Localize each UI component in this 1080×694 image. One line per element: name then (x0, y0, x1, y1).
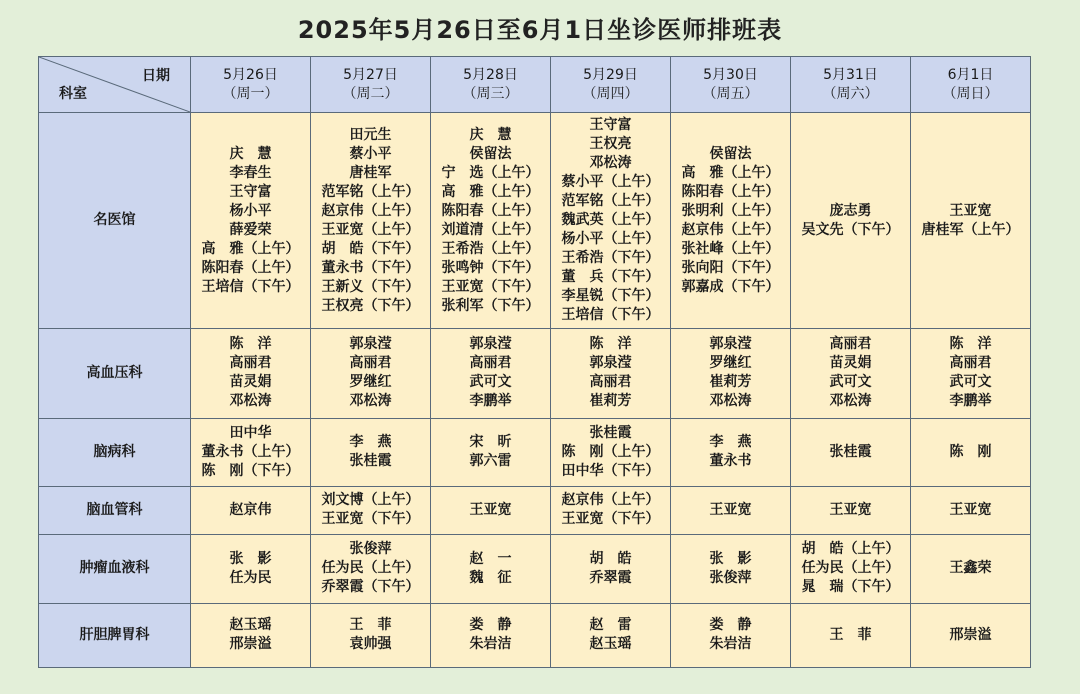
schedule-cell (791, 534, 911, 603)
doctor-name: 高丽君 (949, 355, 992, 372)
schedule-cell (551, 113, 671, 329)
day-date: 5月31日 (823, 66, 878, 83)
schedule-cell (431, 329, 551, 418)
day-header (431, 57, 551, 113)
day-weekday: （周四） (582, 85, 639, 102)
doctor-name: 唐桂军（上午） (921, 221, 1020, 238)
doctor-name: 董 兵（下午） (561, 269, 660, 286)
schedule-cell (311, 329, 431, 418)
doctor-name: 高 雅（上午） (441, 183, 540, 200)
schedule-cell (911, 603, 1031, 667)
doctor-name: 王权亮（下午） (321, 297, 420, 314)
day-weekday: （周二） (342, 85, 399, 102)
doctor-name: 张桂霞 (349, 453, 392, 470)
doctor-name: 朱岩洁 (469, 636, 512, 653)
schedule-cell (431, 534, 551, 603)
doctor-name: 任为民 (229, 569, 272, 586)
schedule-cell (311, 486, 431, 534)
doctor-name: 侯留法 (709, 145, 752, 162)
doctor-name: 乔翠霞（下午） (321, 579, 420, 596)
department-row (39, 603, 1031, 667)
doctor-name: 陈 刚（下午） (201, 462, 300, 479)
schedule-cell (791, 113, 911, 329)
department-row (39, 113, 1031, 329)
doctor-name: 陈阳春（上午） (441, 202, 540, 219)
day-header (911, 57, 1031, 113)
doctor-name: 高丽君 (229, 355, 272, 372)
doctor-name: 蔡小平 (349, 145, 392, 162)
doctor-name: 高丽君 (829, 336, 872, 353)
doctor-name: 李春生 (229, 164, 272, 181)
doctor-name: 邓松涛 (349, 393, 392, 410)
doctor-name: 赵 雷 (589, 617, 632, 634)
doctor-name: 王 菲 (349, 617, 392, 634)
doctor-name: 陈 洋 (589, 336, 632, 353)
doctor-name: 郭泉滢 (589, 355, 632, 372)
schedule-cell (551, 329, 671, 418)
doctor-name: 王 菲 (829, 626, 872, 643)
doctor-name: 李星锐（下午） (561, 288, 660, 305)
doctor-name: 朱岩洁 (709, 636, 752, 653)
doctor-name: 娄 静 (709, 617, 752, 634)
doctor-name: 赵玉瑶 (229, 617, 272, 634)
doctor-name: 王亚宽（下午） (441, 278, 540, 295)
doctor-name: 田元生 (349, 126, 392, 143)
schedule-cell (551, 418, 671, 486)
schedule-cell (791, 418, 911, 486)
doctor-name: 陈阳春（上午） (681, 183, 780, 200)
schedule-cell (551, 486, 671, 534)
schedule-cell (671, 603, 791, 667)
schedule-cell (671, 534, 791, 603)
day-header (551, 57, 671, 113)
schedule-cell (791, 486, 911, 534)
doctor-name: 李鹏举 (469, 393, 512, 410)
doctor-name: 胡 皓 (589, 550, 632, 567)
doctor-name: 薛爱荣 (229, 221, 272, 238)
doctor-name: 高 雅（上午） (201, 240, 300, 257)
department-name: 脑血管科 (39, 486, 191, 534)
schedule-cell (551, 603, 671, 667)
doctor-name: 魏 征 (469, 569, 512, 586)
doctor-name: 赵京伟（上午） (321, 202, 420, 219)
doctor-name: 王亚宽 (829, 501, 872, 518)
doctor-name: 张俊萍 (349, 541, 392, 558)
doctor-name: 胡 皓（上午） (801, 541, 900, 558)
day-weekday: （周一） (222, 85, 279, 102)
schedule-cell (311, 534, 431, 603)
doctor-name: 杨小平 (229, 202, 272, 219)
corner-header (39, 57, 191, 113)
department-name: 脑病科 (39, 418, 191, 486)
schedule-cell (431, 603, 551, 667)
doctor-name: 王培信（下午） (561, 307, 660, 324)
department-row (39, 534, 1031, 603)
doctor-name: 王希浩（下午） (561, 250, 660, 267)
doctor-name: 乔翠霞 (589, 569, 632, 586)
schedule-cell (551, 534, 671, 603)
doctor-name: 王守富 (589, 117, 632, 134)
doctor-name: 张桂霞 (829, 443, 872, 460)
doctor-name: 陈 刚 (949, 443, 992, 460)
doctor-name: 刘道清（上午） (441, 221, 540, 238)
schedule-cell (311, 113, 431, 329)
doctor-name: 张明利（上午） (681, 202, 780, 219)
doctor-name: 崔莉芳 (709, 374, 752, 391)
doctor-name: 侯留法 (469, 145, 512, 162)
schedule-cell (191, 329, 311, 418)
schedule-cell (911, 113, 1031, 329)
doctor-name: 宁 选（上午） (441, 164, 540, 181)
day-header (311, 57, 431, 113)
doctor-name: 陈阳春（上午） (201, 259, 300, 276)
doctor-name: 邓松涛 (709, 393, 752, 410)
doctor-name: 李 燕 (709, 434, 752, 451)
doctor-name: 王亚宽 (949, 202, 992, 219)
doctor-name: 董永书 (709, 453, 752, 470)
doctor-name: 刘文博（上午） (321, 492, 420, 509)
department-name: 肿瘤血液科 (39, 534, 191, 603)
day-date: 6月1日 (947, 66, 994, 83)
doctor-name: 王亚宽（上午） (321, 221, 420, 238)
day-header (671, 57, 791, 113)
doctor-name: 张利军（下午） (441, 297, 540, 314)
schedule-cell (431, 418, 551, 486)
doctor-name: 郭泉滢 (709, 336, 752, 353)
schedule-cell (191, 534, 311, 603)
day-weekday: （周六） (822, 85, 879, 102)
dept-axis-label: 科室 (59, 86, 87, 102)
day-date: 5月27日 (343, 66, 398, 83)
doctor-name: 郭泉滢 (469, 336, 512, 353)
doctor-name: 李鹏举 (949, 393, 992, 410)
doctor-name: 任为民（上午） (321, 560, 420, 577)
doctor-name: 庆 慧 (469, 126, 512, 143)
doctor-name: 田中华 (229, 424, 272, 441)
doctor-name: 王亚宽 (949, 501, 992, 518)
doctor-name: 吴文先（下午） (801, 221, 900, 238)
doctor-name: 蔡小平（上午） (561, 174, 660, 191)
day-weekday: （周五） (702, 85, 759, 102)
schedule-cell (671, 329, 791, 418)
doctor-name: 崔莉芳 (589, 393, 632, 410)
day-header (191, 57, 311, 113)
doctor-name: 唐桂军 (349, 164, 392, 181)
doctor-name: 张桂霞 (589, 424, 632, 441)
doctor-name: 李 燕 (349, 434, 392, 451)
doctor-name: 范军铭（上午） (561, 193, 660, 210)
doctor-name: 王亚宽 (469, 501, 512, 518)
day-header (791, 57, 911, 113)
doctor-name: 苗灵娟 (229, 374, 272, 391)
header-row (39, 57, 1031, 113)
doctor-name: 邓松涛 (229, 393, 272, 410)
doctor-name: 范军铭（上午） (321, 183, 420, 200)
doctor-name: 高丽君 (469, 355, 512, 372)
doctor-name: 庆 慧 (229, 145, 272, 162)
schedule-cell (191, 113, 311, 329)
schedule-cell (791, 603, 911, 667)
department-row (39, 329, 1031, 418)
doctor-name: 邓松涛 (829, 393, 872, 410)
doctor-name: 罗继红 (349, 374, 392, 391)
doctor-name: 晁 瑞（下午） (801, 579, 900, 596)
doctor-name: 高 雅（上午） (681, 164, 780, 181)
doctor-name: 田中华（下午） (561, 462, 660, 479)
doctor-name: 赵 一 (469, 550, 512, 567)
department-name: 高血压科 (39, 329, 191, 418)
doctor-name: 郭六雷 (469, 453, 512, 470)
schedule-cell (311, 603, 431, 667)
schedule-cell (431, 113, 551, 329)
schedule-cell (911, 418, 1031, 486)
doctor-name: 王亚宽（下午） (561, 511, 660, 528)
doctor-name: 庞志勇 (829, 202, 872, 219)
doctor-name: 宋 昕 (469, 434, 512, 451)
schedule-cell (311, 418, 431, 486)
schedule-cell (671, 113, 791, 329)
doctor-name: 胡 皓（下午） (321, 240, 420, 257)
schedule-cell (911, 486, 1031, 534)
doctor-name: 张俊萍 (709, 569, 752, 586)
doctor-name: 王培信（下午） (201, 278, 300, 295)
doctor-name: 陈 洋 (229, 336, 272, 353)
doctor-name: 武可文 (829, 374, 872, 391)
schedule-cell (431, 486, 551, 534)
doctor-name: 邢崇溢 (949, 626, 992, 643)
department-row (39, 486, 1031, 534)
doctor-name: 张向阳（下午） (681, 259, 780, 276)
doctor-name: 张社峰（上午） (681, 240, 780, 257)
doctor-name: 邓松涛 (589, 155, 632, 172)
doctor-name: 王亚宽（下午） (321, 511, 420, 528)
doctor-name: 娄 静 (469, 617, 512, 634)
doctor-name: 赵玉瑶 (589, 636, 632, 653)
doctor-name: 袁帅强 (349, 636, 392, 653)
doctor-name: 郭嘉成（下午） (681, 278, 780, 295)
doctor-name: 罗继红 (709, 355, 752, 372)
day-weekday: （周三） (462, 85, 519, 102)
doctor-name: 张鸣钟（下午） (441, 259, 540, 276)
day-date: 5月26日 (223, 66, 278, 83)
day-date: 5月28日 (463, 66, 518, 83)
doctor-name: 任为民（上午） (801, 560, 900, 577)
day-weekday: （周日） (942, 85, 999, 102)
schedule-cell (911, 329, 1031, 418)
doctor-name: 高丽君 (349, 355, 392, 372)
doctor-name: 王鑫荣 (949, 560, 992, 577)
doctor-name: 王权亮 (589, 136, 632, 153)
schedule-cell (671, 486, 791, 534)
schedule-cell (191, 486, 311, 534)
doctor-name: 陈 洋 (949, 336, 992, 353)
date-axis-label: 日期 (142, 68, 170, 84)
doctor-name: 杨小平（上午） (561, 231, 660, 248)
doctor-name: 陈 刚（上午） (561, 443, 660, 460)
department-name: 名医馆 (39, 113, 191, 329)
schedule-cell (191, 603, 311, 667)
doctor-name: 高丽君 (589, 374, 632, 391)
department-row (39, 418, 1031, 486)
doctor-name: 武可文 (949, 374, 992, 391)
doctor-name: 王守富 (229, 183, 272, 200)
doctor-name: 邢崇溢 (229, 636, 272, 653)
doctor-name: 王新义（下午） (321, 278, 420, 295)
schedule-cell (911, 534, 1031, 603)
doctor-name: 赵京伟（上午） (561, 492, 660, 509)
doctor-name: 赵京伟 (229, 501, 272, 518)
day-date: 5月29日 (583, 66, 638, 83)
doctor-name: 王希浩（上午） (441, 240, 540, 257)
doctor-name: 赵京伟（上午） (681, 221, 780, 238)
doctor-name: 苗灵娟 (829, 355, 872, 372)
doctor-name: 魏武英（上午） (561, 212, 660, 229)
doctor-name: 王亚宽 (709, 501, 752, 518)
schedule-cell (191, 418, 311, 486)
doctor-name: 郭泉滢 (349, 336, 392, 353)
doctor-name: 张 影 (229, 550, 272, 567)
schedule-cell (791, 329, 911, 418)
page-title: 2025年5月26日至6月1日坐诊医师排班表 (297, 16, 783, 44)
schedule-cell (671, 418, 791, 486)
schedule-table (38, 56, 1031, 668)
department-name: 肝胆脾胃科 (39, 603, 191, 667)
doctor-name: 董永书（下午） (321, 259, 420, 276)
doctor-name: 张 影 (709, 550, 752, 567)
doctor-name: 武可文 (469, 374, 512, 391)
day-date: 5月30日 (703, 66, 758, 83)
doctor-name: 董永书（上午） (201, 443, 300, 460)
